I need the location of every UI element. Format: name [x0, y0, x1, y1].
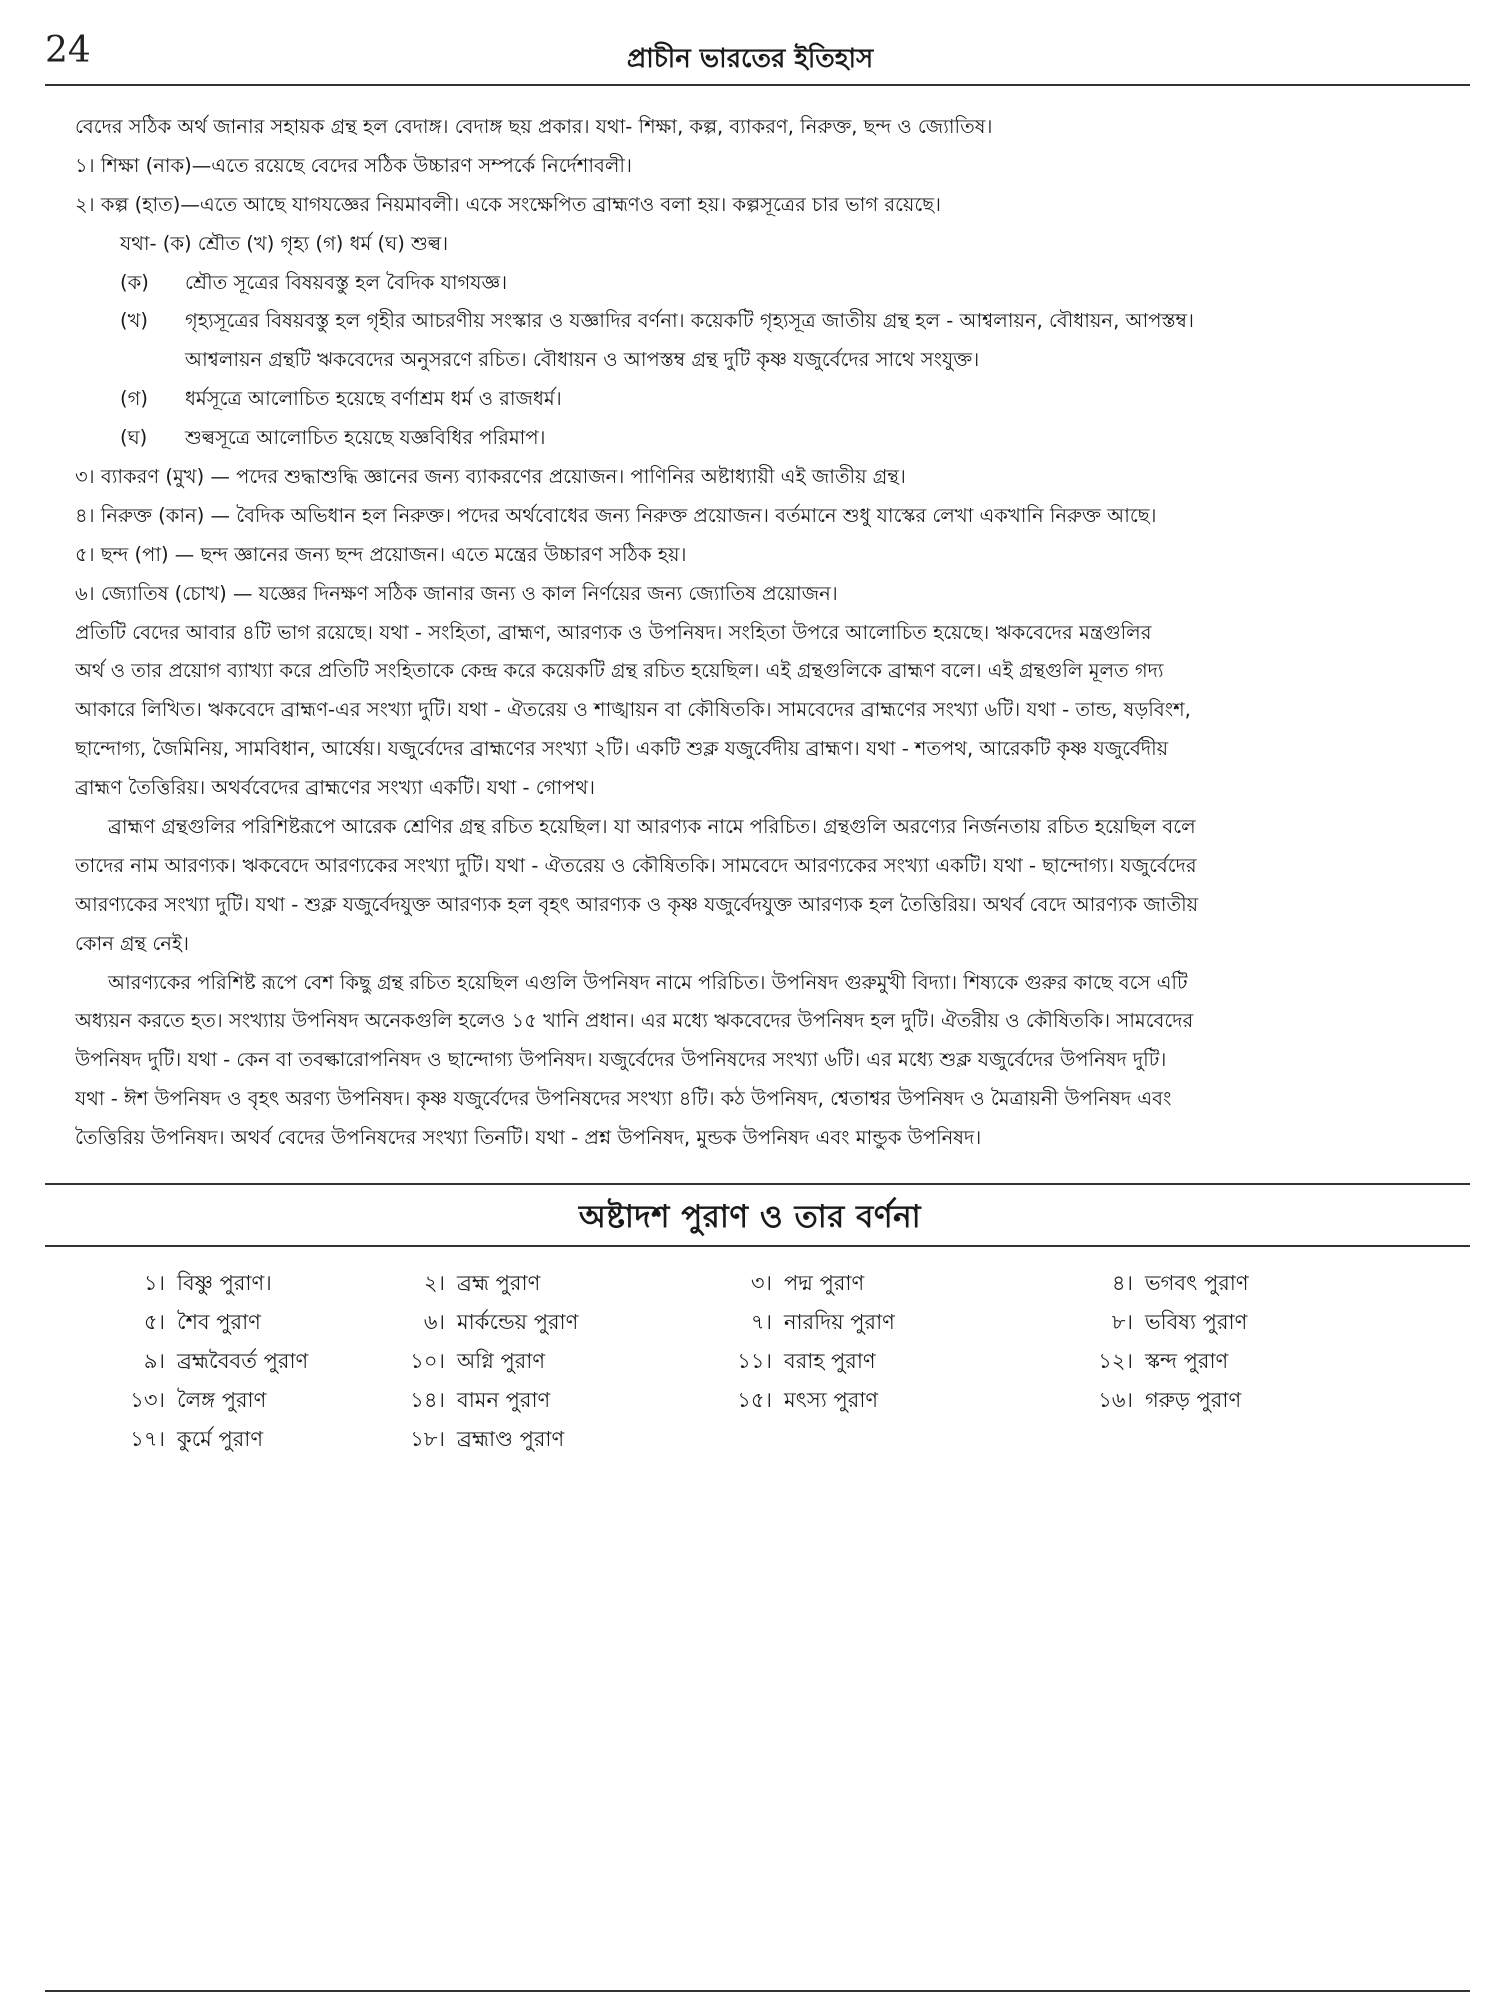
paragraph-line: বেদের সঠিক অর্থ জানার সহায়ক গ্রন্থ হল বেদাঙ্গ। বেদাঙ্গ ছয় প্রকার। যথা- শিক্ষা, কল্প, ব্যাকরণ, নিরুক্ত, ছন্দ ও জ্যোতিষ। [75, 115, 993, 138]
list-item: ২। কল্প (হাত)—এতে আছে যাগযজ্ঞের নিয়মাবলী। একে সংক্ষেপিত ব্রাহ্মণও বলা হয়। কল্পসূত্রের চার ভাগ রয়েছে। [75, 192, 941, 216]
paragraph-line: উপনিষদ দুটি। যথা - কেন বা তবল্কারোপনিষদ ও ছান্দোগ্য উপনিষদ। যজুর্বেদের উপনিষদের সংখ্যা ৬টি। এর মধ্যে শুক্ল যজুর্বেদের উপনিষদ দুটি। [75, 1048, 1167, 1072]
purana-number: ৬। [423, 1310, 445, 1334]
paragraph-line: অর্থ ও তার প্রয়োগ ব্যাখ্যা করে প্রতিটি সংহিতাকে কেন্দ্র করে কয়েকটি গ্রন্থ রচিত হয়েছিল। এই গ্রন্থগুলিকে ব্রাহ্মণ বলে। এই গ্রন্থগুলি মূলত গদ্য [75, 659, 1164, 683]
purana-name: ভবিষ্য পুরাণ [1145, 1310, 1248, 1334]
purana-name: স্কন্দ পুরাণ [1145, 1349, 1229, 1373]
purana-number: ৫। [143, 1310, 165, 1334]
purana-name: নারদিয় পুরাণ [784, 1310, 895, 1334]
purana-number: ১০। [410, 1349, 445, 1373]
purana-number: ১১। [737, 1349, 772, 1373]
purana-name: শৈব পুরাণ [177, 1310, 261, 1334]
section-rule-top [45, 1183, 1470, 1185]
purana-name: বরাহ পুরাণ [784, 1349, 876, 1373]
sub-item [75, 380, 1470, 419]
purana-number: ১৫। [737, 1388, 772, 1412]
running-title: প্রাচীন ভারতের ইতিহাস [626, 44, 874, 74]
purana-item [0, 1302, 1247, 1342]
header-rule [45, 84, 1470, 86]
list-item: ৩। ব্যাকরণ (মুখ) — পদের শুদ্ধাশুদ্ধি জ্ঞানের জন্য ব্যাকরণের প্রয়োজন। পাণিনির অষ্টাধ্যায়ী এই জাতীয় গ্রন্থ। [75, 465, 906, 489]
purana-name: ব্রহ্মাণ্ড পুরাণ [457, 1427, 565, 1451]
paragraph-line: যথা - ঈশ উপনিষদ ও বৃহৎ অরণ্য উপনিষদ। কৃষ্ণ যজুর্বেদের উপনিষদের সংখ্যা ৪টি। কঠ উপনিষদ, শ্বেতাশ্বর উপনিষদ ও মৈত্রায়নী উপনিষদ এবং [75, 1087, 1172, 1111]
purana-number: ৩। [750, 1271, 772, 1295]
sub-item [75, 302, 1470, 341]
footer-rule [45, 1990, 1470, 1992]
paragraph-line: আরণ্যকের পরিশিষ্ট রূপে বেশ কিছু গ্রন্থ রচিত হয়েছিল এগুলি উপনিষদ নামে পরিচিত। উপনিষদ গুরুমুখী বিদ্যা। শিষ্যকে গুরুর কাছে বসে এটি [108, 970, 1188, 994]
paragraph-line: তাদের নাম আরণ্যক। ঋকবেদে আরণ্যকের সংখ্যা দুটি। যথা - ঐতরেয় ও কৌষিতকি। সামবেদে আরণ্যকের সংখ্যা একটি। যথা - ছান্দোগ্য। যজুর্বেদের [75, 853, 1197, 877]
section-rule-bottom [45, 1245, 1470, 1247]
purana-name: বামন পুরাণ [457, 1388, 551, 1412]
paragraph-line: ব্রাহ্মণ তৈত্তিরিয়। অথর্ববেদের ব্রাহ্মণের সংখ্যা একটি। যথা - গোপথ। [75, 776, 595, 800]
purana-name: পদ্ম পুরাণ [784, 1271, 865, 1295]
section-title: অষ্টাদশ পুরাণ ও তার বর্ণনা [578, 1199, 922, 1235]
purana-name: গরুড় পুরাণ [1145, 1388, 1242, 1412]
paragraph-line: আরণ্যকের সংখ্যা দুটি। যথা - শুক্ল যজুর্বেদযুক্ত আরণ্যক হল বৃহৎ আরণ্যক ও কৃষ্ণ যজুর্বেদযুক্ত আরণ্যক হল তৈত্তিরিয়। অথর্ব বেদে আরণ্যক জাতীয় [75, 892, 1199, 916]
purana-number: ১। [143, 1271, 165, 1295]
sub-item-tag: (ঘ) [120, 426, 148, 450]
purana-number: ১৮। [410, 1427, 445, 1451]
sub-item-text: শুল্বসূত্রে আলোচিত হয়েছে যজ্ঞবিধির পরিমাপ। [185, 426, 546, 450]
paragraph-line: যথা- (ক) শ্রৌত (খ) গৃহ্য (গ) ধর্ম (ঘ) শুল্ব। [120, 231, 449, 255]
purana-number: ১৬। [1098, 1388, 1133, 1412]
sub-item-tag: (খ) [120, 309, 149, 333]
paragraph-line: আকারে লিখিত। ঋকবেদে ব্রাহ্মণ-এর সংখ্যা দুটি। যথা - ঐতরেয় ও শাঙ্খায়ন বা কৌষিতকি। সামবেদের ব্রাহ্মণের সংখ্যা ৬টি। যথা - তান্ড, ষড়বিংশ, [75, 698, 1191, 722]
sub-item-tag: (গ) [120, 387, 148, 411]
purana-number: ১৪। [410, 1388, 445, 1412]
purana-item [0, 1380, 1241, 1420]
list-item: ৬। জ্যোতিষ (চোখ) — যজ্ঞের দিনক্ষণ সঠিক জানার জন্য ও কাল নির্ণয়ের জন্য জ্যোতিষ প্রয়োজন। [75, 581, 838, 605]
purana-number: ১২। [1098, 1349, 1133, 1373]
purana-item [0, 1263, 1249, 1303]
sub-item-text: শ্রৌত সূত্রের বিষয়বস্তু হল বৈদিক যাগযজ্ঞ। [185, 270, 508, 294]
purana-name: মার্কন্ডেয় পুরাণ [457, 1310, 579, 1334]
sub-item [75, 264, 1470, 303]
paragraph-line: অধ্যয়ন করতে হত। সংখ্যায় উপনিষদ অনেকগুলি হলেও ১৫ খানি প্রধান। এর মধ্যে ঋকবেদের উপনিষদ হল দুটি। ঐতরীয় ও কৌষিতকি। সামবেদের [75, 1009, 1194, 1033]
purana-number: ৯। [143, 1349, 165, 1373]
sub-item-tag: (ক) [120, 270, 149, 294]
paragraph-line: কোন গ্রন্থ নেই। [75, 931, 190, 955]
purana-name: ব্রহ্ম পুরাণ [457, 1271, 541, 1295]
purana-name: মৎস্য পুরাণ [784, 1388, 879, 1412]
purana-name: অগ্নি পুরাণ [457, 1349, 546, 1373]
purana-number: ১৩। [130, 1388, 165, 1412]
paragraph-line: ছান্দোগ্য, জৈমিনিয়, সামবিধান, আর্ষেয়। যজুর্বেদের ব্রাহ্মণের সংখ্যা ২টি। একটি শুক্ল যজুর্বেদীয় ব্রাহ্মণ। যথা - শতপথ, আরেকটি কৃষ্ণ যজুর্বেদীয় [75, 737, 1169, 761]
body-text [75, 108, 1470, 1158]
list-item: ৫। ছন্দ (পা) — ছন্দ জ্ঞানের জন্য ছন্দ প্রয়োজন। এতে মন্ত্রের উচ্চারণ সঠিক হয়। [75, 542, 687, 566]
purana-item [0, 1341, 1228, 1381]
list-item: ১। শিক্ষা (নাক)—এতে রয়েছে বেদের সঠিক উচ্চারণ সম্পর্কে নির্দেশাবলী। [75, 153, 632, 177]
paragraph-line: তৈত্তিরিয় উপনিষদ। অথর্ব বেদের উপনিষদের সংখ্যা তিনটি। যথা - প্রশ্ন উপনিষদ, মুন্ডক উপনিষদ এবং মান্ডুক উপনিষদ। [75, 1126, 982, 1150]
purana-name: ভগবৎ পুরাণ [1145, 1271, 1249, 1295]
paragraph-line: প্রতিটি বেদের আবার ৪টি ভাগ রয়েছে। যথা - সংহিতা, ব্রাহ্মণ, আরণ্যক ও উপনিষদ। সংহিতা উপরে আলোচিত হয়েছে। ঋকবেদের মন্ত্রগুলির [75, 620, 1152, 644]
sub-item-text: গৃহ্যসূত্রের বিষয়বস্তু হল গৃহীর আচরণীয় সংস্কার ও যজ্ঞাদির বর্ণনা। কয়েকটি গৃহ্যসূত্র জাতীয় গ্রন্থ হল - আশ্বলায়ন, বৌধায়ন, আপস্তম্ব। [185, 309, 1194, 333]
purana-item [0, 1419, 564, 1459]
paragraph-line: ব্রাহ্মণ গ্রন্থগুলির পরিশিষ্টরূপে আরেক শ্রেণির গ্রন্থ রচিত হয়েছিল। যা আরণ্যক নামে পরিচিত। গ্রন্থগুলি অরণ্যের নির্জনতায় রচিত হয়েছিল বলে [108, 815, 1196, 839]
purana-name: ব্রহ্মবৈবর্ত পুরাণ [177, 1349, 309, 1373]
paragraph-line: আশ্বলায়ন গ্রন্থটি ঋকবেদের অনুসরণে রচিত। বৌধায়ন ও আপস্তম্ব গ্রন্থ দুটি কৃষ্ণ যজুর্বেদের সাথে সংযুক্ত। [185, 348, 980, 372]
sub-item [75, 419, 1470, 458]
list-item: ৪। নিরুক্ত (কান) — বৈদিক অভিধান হল নিরুক্ত। পদের অর্থবোধের জন্য নিরুক্ত প্রয়োজন। বর্তমানে শুধু যাস্কের লেখা একখানি নিরুক্ত আছে। [75, 503, 1157, 527]
purana-name: বিষ্ণু পুরাণ। [177, 1271, 272, 1295]
purana-number: ৪। [1111, 1271, 1133, 1295]
purana-name: কুর্মে পুরাণ [177, 1427, 264, 1451]
purana-number: ১৭। [130, 1427, 165, 1451]
page-number: 24 [45, 30, 91, 71]
purana-number: ৮। [1111, 1310, 1133, 1334]
sub-item-text: ধর্মসূত্রে আলোচিত হয়েছে বর্ণাশ্রম ধর্ম ও রাজধর্ম। [185, 387, 562, 411]
purana-name: লৈঙ্গ পুরাণ [177, 1388, 267, 1412]
purana-number: ৭। [750, 1310, 772, 1334]
purana-number: ২। [423, 1271, 445, 1295]
